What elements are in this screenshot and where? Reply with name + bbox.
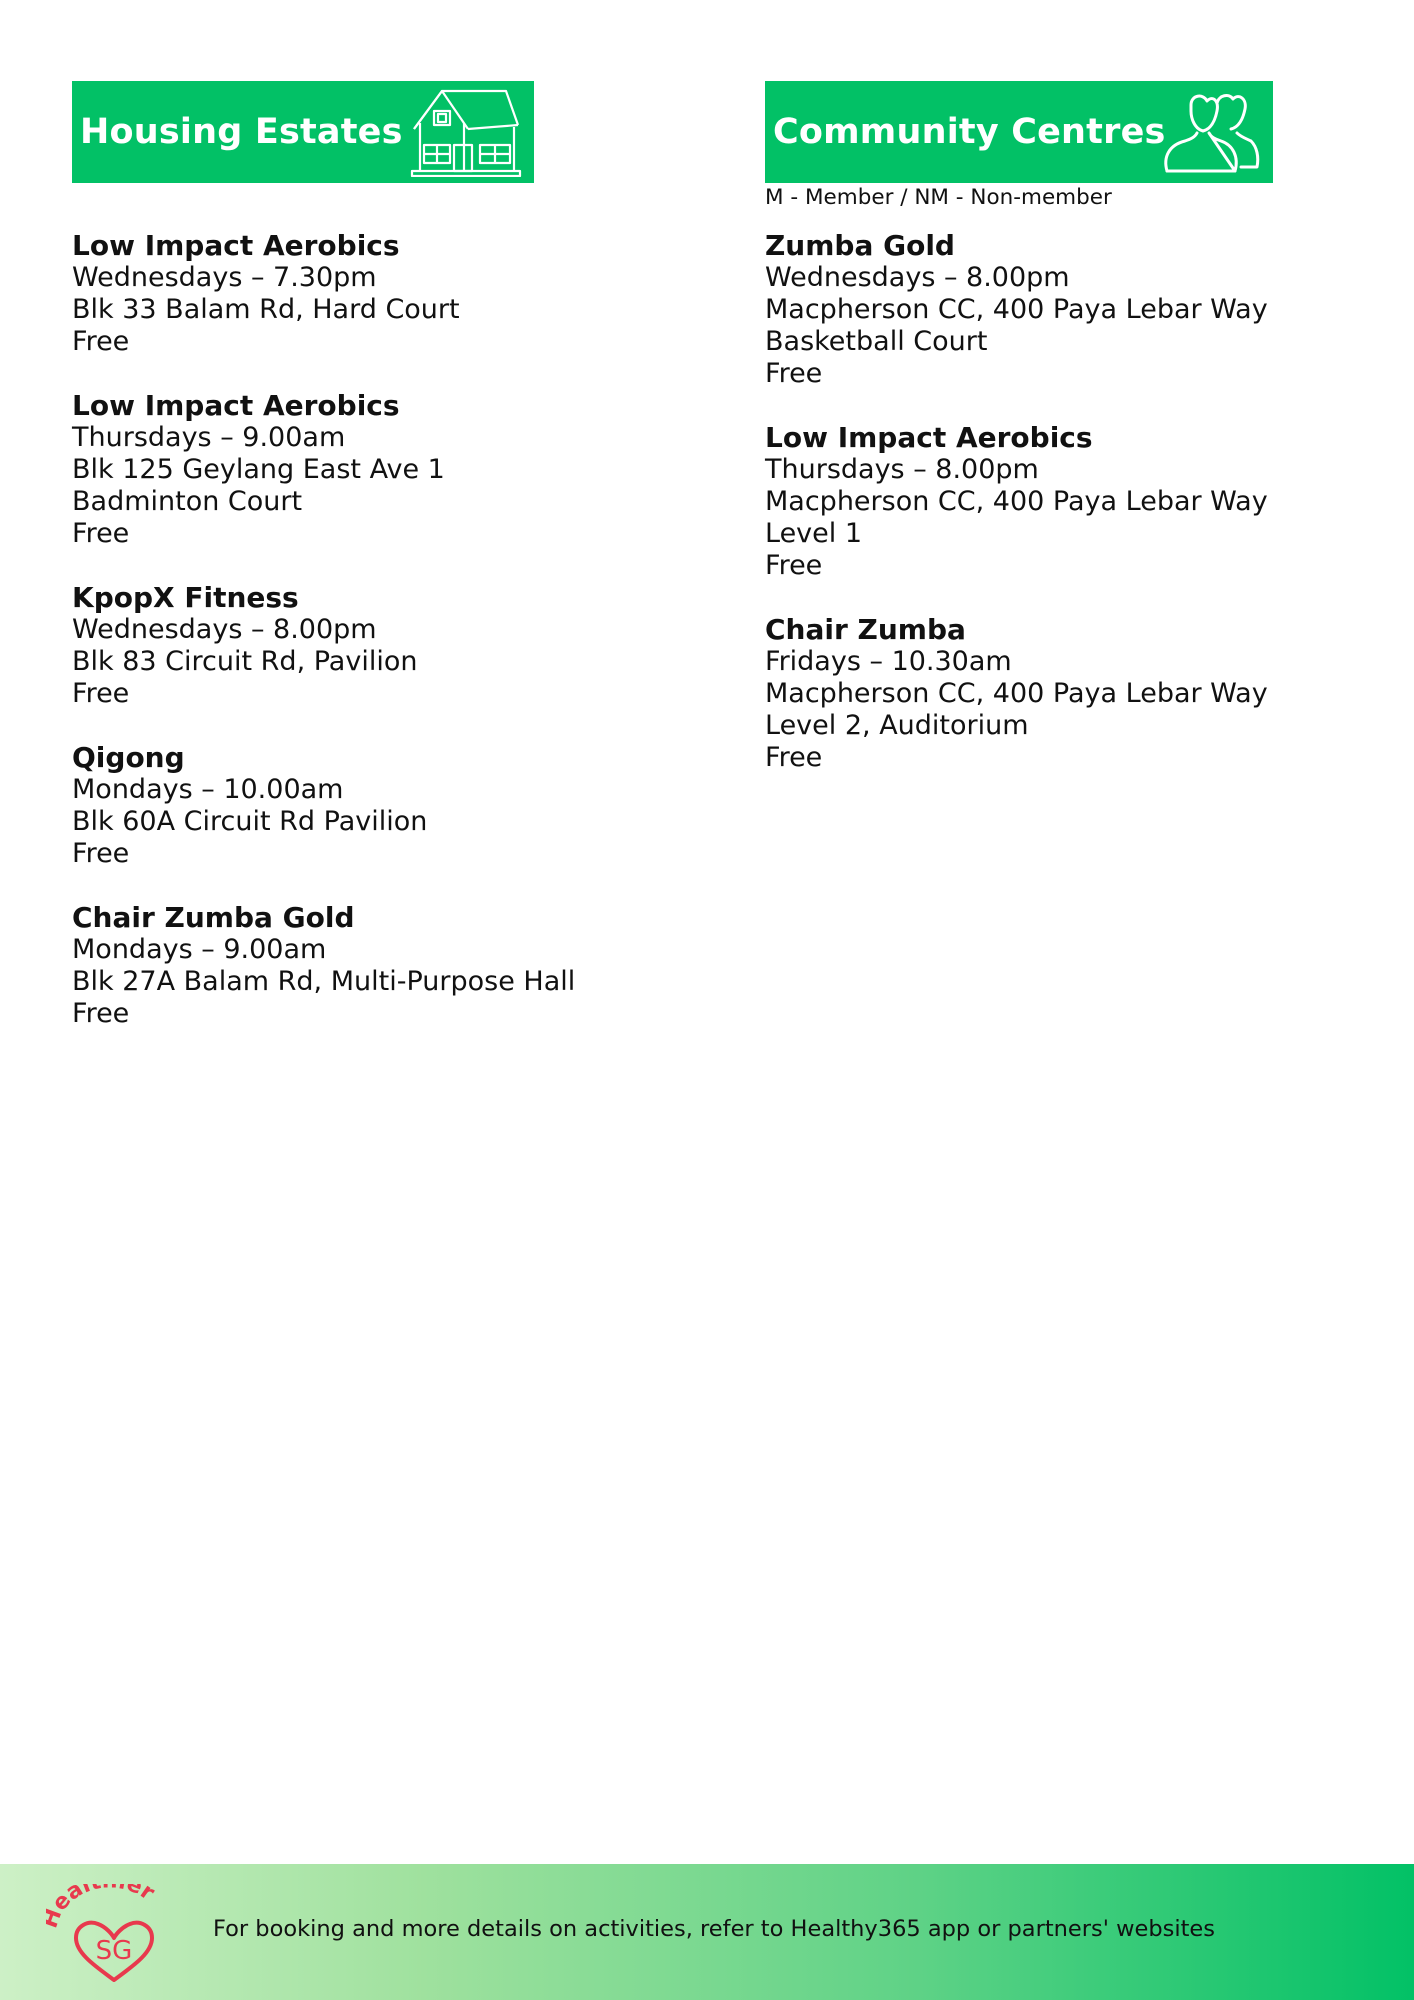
activity-detail: Blk 83 Circuit Rd, Pavilion bbox=[72, 646, 418, 677]
activity-detail: Level 1 bbox=[765, 518, 863, 549]
activity-detail: Free bbox=[765, 742, 823, 773]
activity-name: KpopX Fitness bbox=[72, 581, 299, 614]
activity-item bbox=[765, 422, 1385, 582]
activity-detail: Free bbox=[72, 518, 130, 549]
house-icon bbox=[410, 87, 522, 181]
activity-detail: Fridays – 10.30am bbox=[765, 646, 1012, 677]
community-centres-title: Community Centres bbox=[773, 112, 1166, 152]
activity-item bbox=[72, 742, 692, 870]
footer-info-text: For booking and more details on activities, refer to Healthy365 app or partners' websites bbox=[213, 1916, 1215, 1942]
activity-name: Chair Zumba Gold bbox=[72, 901, 355, 934]
activity-name: Low Impact Aerobics bbox=[72, 389, 400, 422]
activity-name: Qigong bbox=[72, 741, 185, 774]
activity-detail: Badminton Court bbox=[72, 486, 303, 517]
activity-item bbox=[765, 614, 1385, 774]
activity-detail: Mondays – 10.00am bbox=[72, 774, 344, 805]
activity-detail: Free bbox=[72, 838, 130, 869]
activity-detail: Macpherson CC, 400 Paya Lebar Way bbox=[765, 294, 1268, 325]
activity-detail: Thursdays – 9.00am bbox=[72, 422, 346, 453]
healthier-sg-logo bbox=[46, 1884, 176, 1984]
activity-detail: Free bbox=[72, 998, 130, 1029]
housing-estates-header bbox=[72, 81, 534, 183]
svg-text:Healthier: eal er bbox=[47, 1884, 159, 1916]
activity-name: Low Impact Aerobics bbox=[765, 421, 1093, 454]
svg-text:SG: SG bbox=[95, 1936, 133, 1966]
activity-item bbox=[72, 902, 692, 1030]
community-centres-header bbox=[765, 81, 1273, 183]
activity-name: Chair Zumba bbox=[765, 613, 966, 646]
activity-detail: Blk 60A Circuit Rd Pavilion bbox=[72, 806, 428, 837]
activity-detail: Macpherson CC, 400 Paya Lebar Way bbox=[765, 678, 1268, 709]
activity-detail: Blk 33 Balam Rd, Hard Court bbox=[72, 294, 460, 325]
activity-item bbox=[72, 582, 692, 710]
housing-estates-title: Housing Estates bbox=[80, 112, 403, 152]
activity-detail: Thursdays – 8.00pm bbox=[765, 454, 1039, 485]
activity-detail: Wednesdays – 8.00pm bbox=[765, 262, 1070, 293]
footer-banner bbox=[0, 1864, 1414, 2000]
activity-detail: Wednesdays – 7.30pm bbox=[72, 262, 377, 293]
activity-detail: Mondays – 9.00am bbox=[72, 934, 327, 965]
activity-detail: Wednesdays – 8.00pm bbox=[72, 614, 377, 645]
activity-item bbox=[72, 390, 692, 550]
community-activity-list bbox=[765, 230, 1385, 806]
activity-name: Low Impact Aerobics bbox=[72, 229, 400, 262]
people-icon bbox=[1155, 87, 1261, 181]
activity-detail: Free bbox=[72, 326, 130, 357]
activity-detail: Free bbox=[765, 358, 823, 389]
activity-detail: Blk 27A Balam Rd, Multi-Purpose Hall bbox=[72, 966, 576, 997]
activity-detail: Free bbox=[72, 678, 130, 709]
activity-detail: Free bbox=[765, 550, 823, 581]
membership-note: M - Member / NM - Non-member bbox=[765, 185, 1112, 210]
activity-item bbox=[765, 230, 1385, 390]
activity-detail: Blk 125 Geylang East Ave 1 bbox=[72, 454, 445, 485]
housing-activity-list bbox=[72, 230, 692, 1062]
activity-detail: Basketball Court bbox=[765, 326, 988, 357]
activity-detail: Macpherson CC, 400 Paya Lebar Way bbox=[765, 486, 1268, 517]
activity-detail: Level 2, Auditorium bbox=[765, 710, 1029, 741]
activity-name: Zumba Gold bbox=[765, 229, 955, 262]
activity-item bbox=[72, 230, 692, 358]
